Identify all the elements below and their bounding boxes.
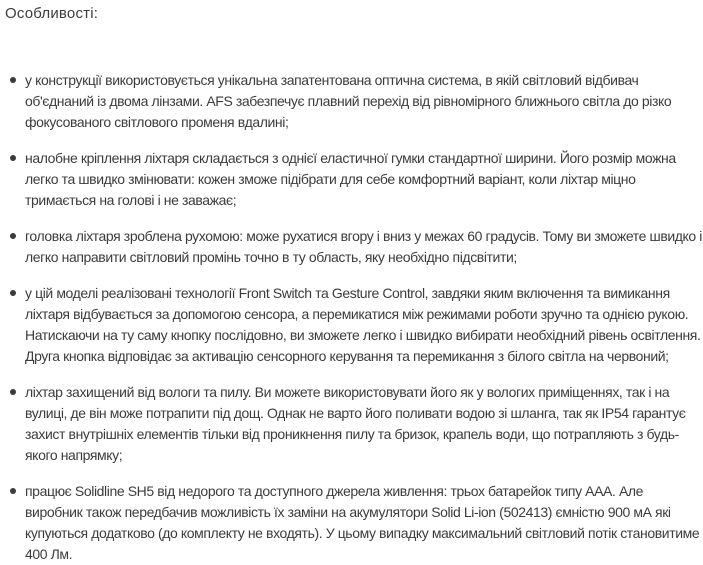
feature-text: ліхтар захищений від вологи та пилу. Ви можете використовувати його як у вологих приміщеннях, так і на вулиці, де він може потрапити під дощ. Однак не варто його поливати водою зі шланга, так як IP54 гарантує захист внутрішніх елементів тільки від проникнення пилу та бризок, крапель води, що потрапляють з будь-якого напрямку; [25, 384, 686, 463]
feature-text: працює Solidline SH5 від недорого та доступного джерела живлення: трьох батарейок типу AAA. Але виробник також передбачив можливість їх заміни на акумулятори Solid Li-ion (502413) ємністю 900 мА які купуються додатково (до комплекту не входять). У цьому випадку максимальний світловий потік становитиме 400 Лм. [25, 483, 700, 562]
feature-item [5, 70, 703, 133]
feature-text: у конструкції використовується унікальна запатентована оптична система, в якій світловий відбивач об'єднаний із двома лінзами. AFS забезпечує плавний перехід від рівномірного ближнього світла до різко фокусованого світлового променя вдалині; [25, 72, 672, 130]
feature-item [5, 283, 703, 367]
bullet-icon [10, 488, 16, 494]
bullet-icon [10, 233, 16, 239]
bullet-icon [10, 290, 16, 296]
section-title: Особливості: [5, 5, 99, 22]
feature-text: головка ліхтаря зроблена рухомою: може рухатися вгору і вниз у межах 60 градусів. Тому ви зможете швидко і легко направити світловий промінь точно в ту область, яку необхідно підсвітити; [25, 228, 703, 265]
bullet-icon [10, 389, 16, 395]
feature-text: у цій моделі реалізовані технології Front Switch та Gesture Control, завдяки яким включення та вимикання ліхтаря відбувається за допомогою сенсора, а перемикатися між режимами роботи зручно та однією рукою. Натискаючи на ту саму кнопку послідовно, ви зможете легко і швидко вибирати необхідний рівень освітлення. Друга кнопка відповідає за активацію сенсорного керування та перемикання з білого світла на червоний; [25, 285, 701, 364]
feature-item [5, 481, 703, 565]
feature-item [5, 226, 703, 268]
feature-item [5, 382, 703, 466]
features-list [5, 70, 703, 565]
feature-text: налобне кріплення ліхтаря складається з однієї еластичної гумки стандартної ширини. Його розмір можна легко та швидко змінювати: кожен зможе підібрати для себе комфортний варіант, коли ліхтар міцно тримається на голові і не заважає; [25, 150, 676, 208]
bullet-icon [10, 155, 16, 161]
bullet-icon [10, 77, 16, 83]
feature-item [5, 148, 703, 211]
